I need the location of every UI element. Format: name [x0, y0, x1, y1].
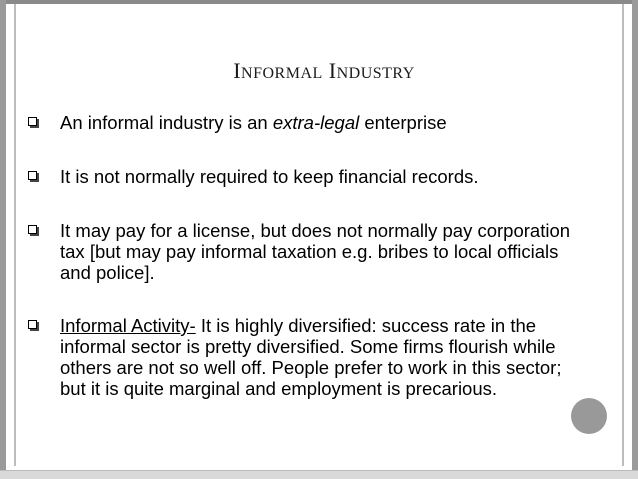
bullet-text: enterprise	[359, 112, 447, 133]
square-bullet-icon	[28, 117, 37, 126]
bullet-item	[26, 315, 586, 399]
square-bullet-icon	[28, 225, 37, 234]
title-initial-1: I	[233, 58, 242, 83]
informal-activity-link[interactable]: Informal Activity-	[60, 315, 196, 336]
square-bullet-icon	[28, 320, 37, 329]
frame-bottom-border	[0, 471, 638, 479]
title-rest-2: NDUSTRY	[336, 65, 415, 82]
square-bullet-icon	[28, 171, 37, 180]
bullet-text: It may pay for a license, but does not normally pay corporation tax [but may pay informal taxation e.g. bribes to local officials and police].	[60, 220, 571, 283]
title-initial-2: I	[328, 58, 337, 83]
bullet-text: An informal industry is an	[60, 112, 273, 133]
slide-title	[0, 58, 638, 84]
title-rest-1: NFORMAL	[241, 65, 323, 82]
bullet-list	[26, 112, 586, 399]
bullet-text: It is highly diversified: success rate in the informal sector is pretty diversified. Some firms flourish while others are not so well off. People prefer to work in this sector; but it is quite marginal and employment is precarious.	[60, 315, 562, 399]
bullet-item	[26, 220, 586, 283]
bullet-item	[26, 166, 586, 187]
frame-top-border	[0, 0, 638, 4]
circle-decoration	[571, 398, 607, 434]
bullet-text: It is not normally required to keep financial records.	[60, 166, 479, 187]
bullet-emphasis: extra-legal	[272, 112, 360, 133]
bullet-item	[26, 112, 586, 133]
